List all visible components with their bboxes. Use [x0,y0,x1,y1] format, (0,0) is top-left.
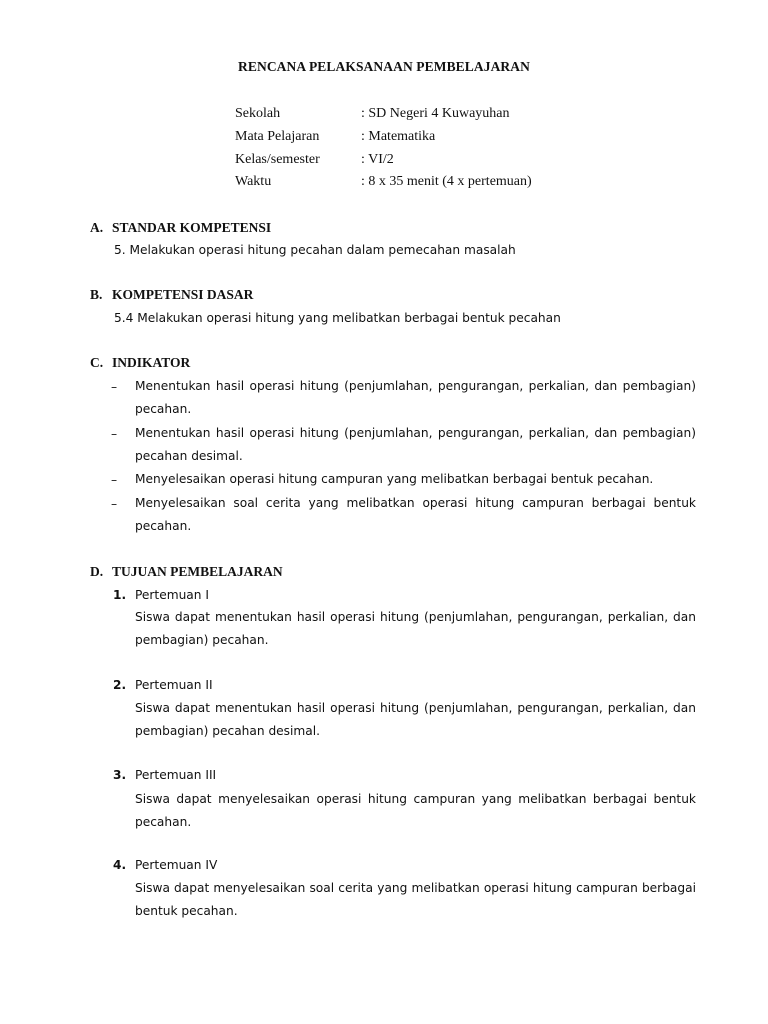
objective-line: Siswa dapat menyelesaikan operasi hitung campuran yang melibatkan berbagai bentuk [135,792,696,806]
indicator-line: pecahan desimal. [135,448,243,463]
section-title: STANDAR KOMPETENSI [112,220,272,235]
section-letter: B. [90,287,103,302]
section-a-text: 5. Melakukan operasi hitung pecahan dalam pemecahan masalah [114,243,516,257]
objective-number: 4. [113,858,127,872]
bullet-dash: – [111,497,118,511]
indicator-line: pecahan. [135,401,192,416]
section-letter: A. [90,220,104,235]
indicator-line: Menyelesaikan operasi hitung campuran yang melibatkan berbagai bentuk pecahan. [135,472,654,486]
objective-text [135,606,696,651]
indicator-item [135,422,696,467]
objective-line: Siswa dapat menentukan hasil operasi hitung (penjumlahan, pengurangan, perkalian, dan [135,610,696,624]
meeting-label: Pertemuan I [135,588,209,602]
bullet-dash: – [111,473,118,487]
section-letter: D. [90,564,104,579]
info-label: Mata Pelajaran [235,129,320,144]
section-b-text: 5.4 Melakukan operasi hitung yang melibatkan berbagai bentuk pecahan [114,311,561,325]
objective-text [135,788,696,833]
info-label: Kelas/semester [235,152,320,167]
meeting-label: Pertemuan III [135,768,217,782]
objective-text [135,877,696,922]
info-label: Waktu [235,174,272,189]
indicator-item [135,468,696,491]
objective-number: 1. [113,588,127,602]
indicator-line: Menentukan hasil operasi hitung (penjumlahan, pengurangan, perkalian, dan pembagian) [135,426,696,440]
indicator-line: Menyelesaikan soal cerita yang melibatkan operasi hitung campuran berbagai bentuk [135,496,696,510]
section-letter: C. [90,355,104,370]
objective-line: bentuk pecahan. [135,903,238,918]
objective-number: 3. [113,768,127,782]
indicator-item [135,375,696,420]
info-value: : SD Negeri 4 Kuwayuhan [361,106,510,121]
objective-line: pecahan. [135,814,192,829]
document-title: RENCANA PELAKSANAAN PEMBELAJARAN [238,59,530,74]
section-a-heading [90,218,271,238]
info-label: Sekolah [235,106,281,121]
objective-line: Siswa dapat menyelesaikan soal cerita yang melibatkan operasi hitung campuran berbagai [135,881,696,895]
section-title: TUJUAN PEMBELAJARAN [112,564,283,579]
indicator-item [135,492,696,537]
objective-number: 2. [113,678,127,692]
info-value: : VI/2 [361,152,394,167]
objective-text [135,697,696,742]
section-title: INDIKATOR [112,355,191,370]
info-value: : Matematika [361,129,436,144]
info-value: : 8 x 35 menit (4 x pertemuan) [361,174,532,189]
indicator-line: Menentukan hasil operasi hitung (penjumlahan, pengurangan, perkalian, dan pembagian) [135,379,696,393]
meeting-label: Pertemuan II [135,678,213,692]
section-b-heading [90,285,253,305]
objective-line: pembagian) pecahan desimal. [135,723,321,738]
section-d-heading [90,562,283,582]
bullet-dash: – [111,380,118,394]
objective-line: pembagian) pecahan. [135,632,269,647]
section-c-heading [90,353,190,373]
indicator-line: pecahan. [135,518,192,533]
bullet-dash: – [111,427,118,441]
objective-line: Siswa dapat menentukan hasil operasi hitung (penjumlahan, pengurangan, perkalian, dan [135,701,696,715]
meeting-label: Pertemuan IV [135,858,218,872]
section-title: KOMPETENSI DASAR [112,287,254,302]
